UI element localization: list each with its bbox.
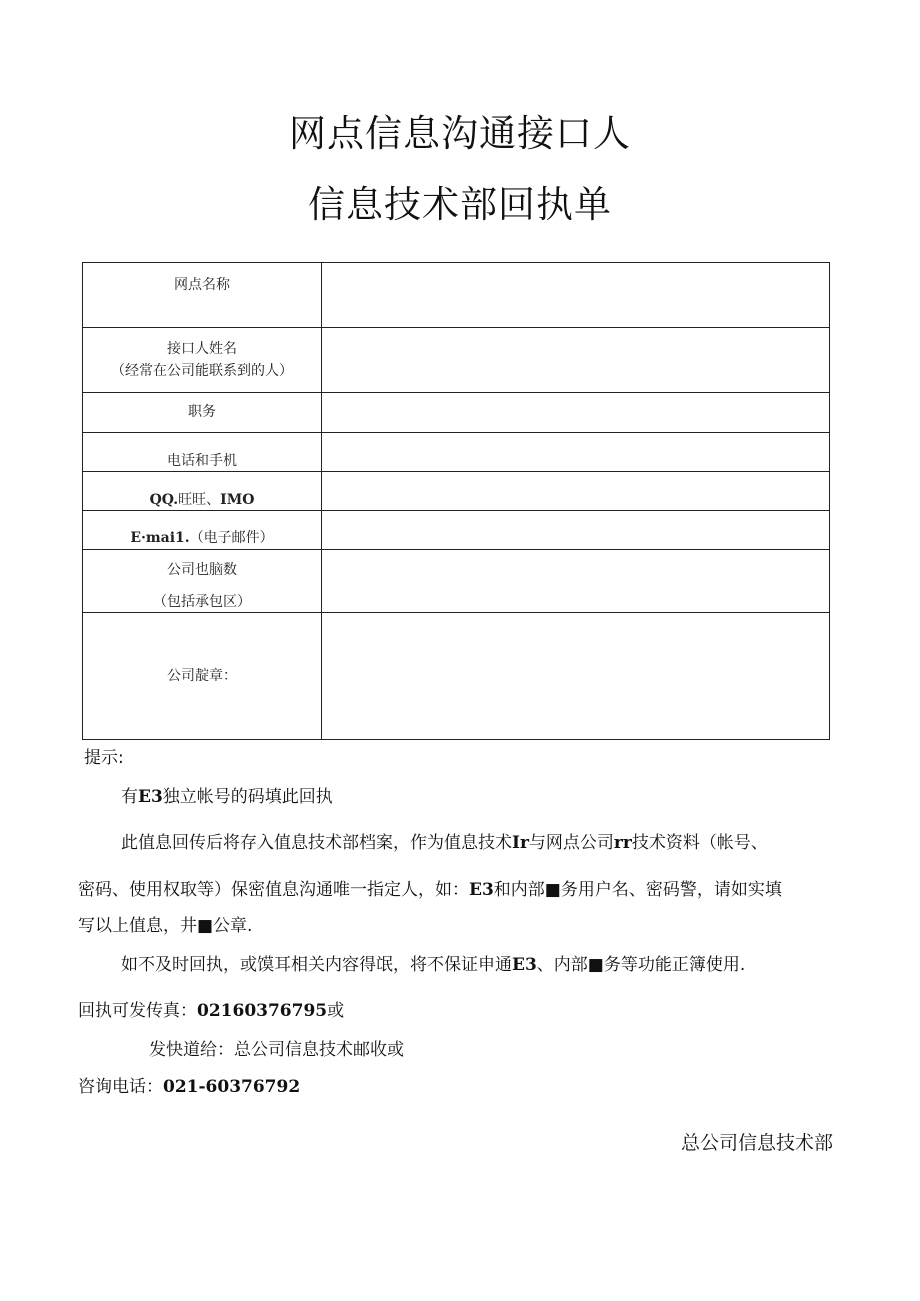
row-email [83,511,830,550]
receipt-form-table [82,262,830,740]
position-label: 职务 [188,404,216,420]
note-paragraph-3 [121,953,745,977]
phone-label: 电话和手机 [167,453,237,469]
row-phone [83,433,830,472]
phone-label-cell [83,433,322,472]
contact-note: （经常在公司能联系到的人） [111,363,293,379]
computers-label: 公司也脑数 [167,562,237,578]
note-paragraph-1 [121,785,333,809]
note-p2l1-e: 技术资料（帐号、 [631,833,768,853]
row-shop-name [83,263,830,328]
note-paragraph-2-line-1 [121,831,768,855]
signature: 总公司信息技术部 [680,1132,833,1154]
note-p2l1-c: 与网点公司 [528,833,614,853]
qq-value[interactable] [322,472,830,511]
seal-label: 公司靛章： [167,668,237,684]
email-label-b: （电子邮件） [189,530,274,546]
shop-name-label: 网点名称 [174,277,230,293]
notes-heading: 提示: [84,748,124,768]
note-p2l1-d: rr [613,833,632,853]
note-p1-c: 独立帐号的码填此回执 [162,787,333,807]
shop-name-value[interactable] [322,263,830,328]
position-value[interactable] [322,393,830,433]
consult-line [78,1075,300,1099]
qq-label-a: QQ. [149,492,179,508]
note-paragraph-2-line-2 [78,878,782,902]
note-p2l2-b: E3 [469,880,494,900]
email-label [83,528,321,548]
computers-label-cell [83,550,322,613]
fax-number: 02160376795 [197,1001,328,1021]
note-p3-c: 、内部■务等功能正簿使用. [536,955,746,975]
phone-value[interactable] [322,433,830,472]
qq-label-c: IMO [220,492,255,508]
page-title-line2: 信息技术部回执单 [308,183,612,226]
contact-label-cell [83,328,322,393]
note-p2l2-c: 和内部■务用户名、密码警，请如实填 [493,880,782,900]
seal-label-cell [83,613,322,740]
qq-label [83,490,321,510]
row-qq [83,472,830,511]
row-position [83,393,830,433]
note-paragraph-2-line-3: 写以上值息，井■公章. [78,916,253,936]
note-p1-a: 有 [121,787,138,807]
note-p2l1-a: 此值息回传后将存入值息技术部档案，作为值息技术 [121,833,512,853]
fax-line [78,999,344,1023]
consult-label: 咨询电话： [78,1077,163,1097]
row-seal [83,613,830,740]
contact-value[interactable] [322,328,830,393]
express-line: 发快道给：总公司信息技术邮收或 [149,1040,404,1060]
computers-note: （包括承包区） [153,594,251,610]
note-p3-a: 如不及时回执，或馍耳相关内容得氓，将不保证申通 [121,955,512,975]
consult-number: 021-60376792 [163,1077,301,1097]
position-label-cell [83,393,322,433]
row-computers [83,550,830,613]
note-p1-b: E3 [138,787,163,807]
note-p2l2-a: 密码、使用权取等）保密值息沟通唯一指定人，如： [78,880,469,900]
fax-suffix: 或 [327,1001,345,1021]
email-label-a: E·mai1. [130,530,190,546]
qq-label-cell [83,472,322,511]
note-p2l1-b: Ir [512,833,529,853]
email-value[interactable] [322,511,830,550]
contact-label: 接口人姓名 [167,341,237,357]
shop-name-label-cell [83,263,322,328]
page-title-line1: 网点信息沟通接口人 [289,112,631,155]
qq-label-b: 旺旺、 [178,492,221,508]
row-contact [83,328,830,393]
seal-value[interactable] [322,613,830,740]
fax-label: 回执可发传真： [78,1001,197,1021]
note-p3-b: E3 [512,955,537,975]
computers-value[interactable] [322,550,830,613]
email-label-cell [83,511,322,550]
